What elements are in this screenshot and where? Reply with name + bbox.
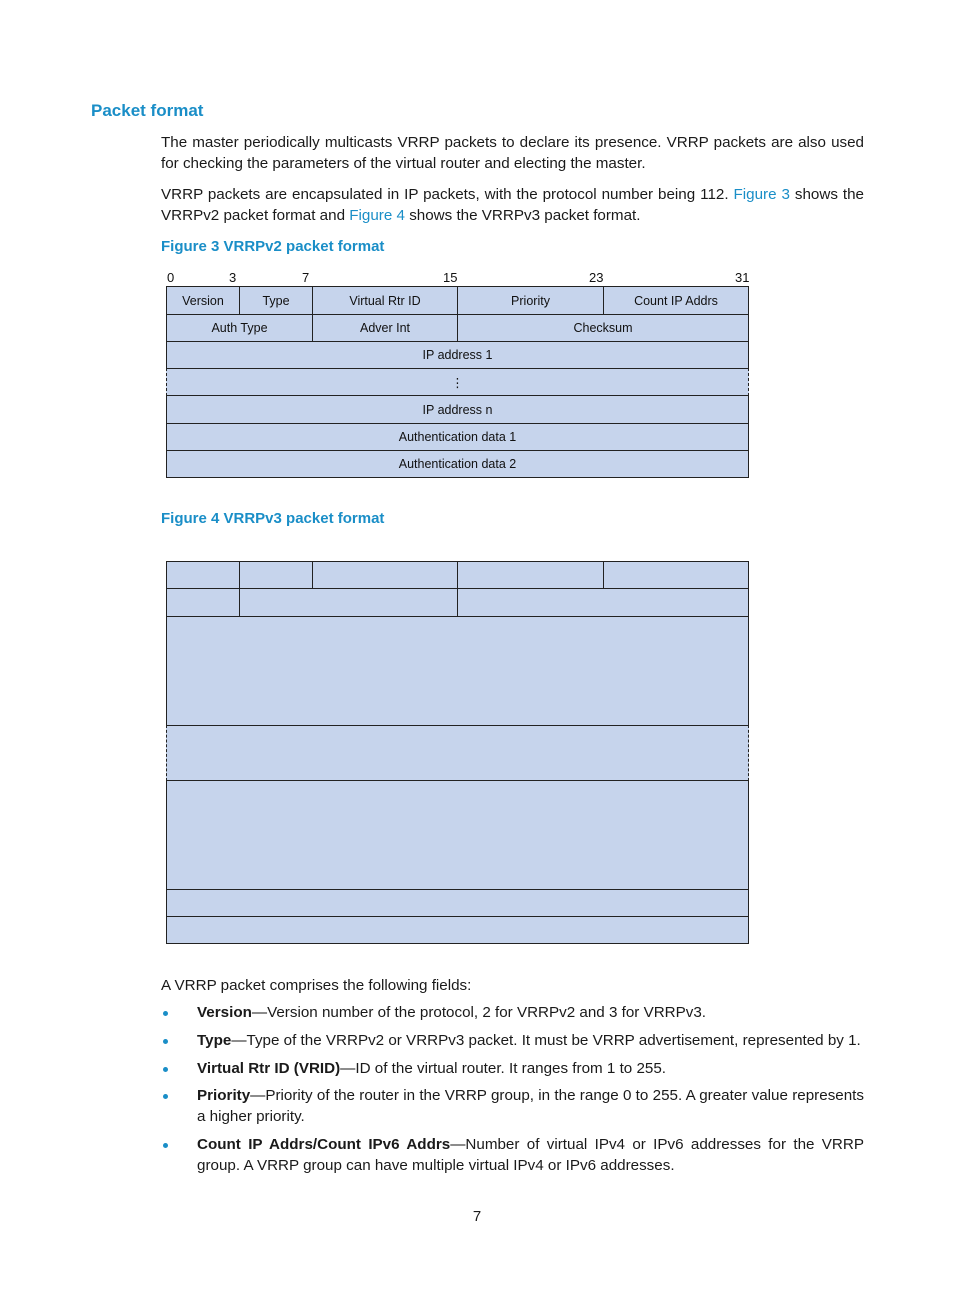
- intro-paragraph-1: The master periodically multicasts VRRP packets to declare its presence. VRRP packets are also used for checking the parameters of the virtual router and electing the master.: [161, 134, 864, 172]
- list-item-desc: —Type of the VRRPv2 or VRRPv3 packet. It must be VRRP advertisement, represented by 1.: [231, 1032, 861, 1049]
- list-item: [197, 1085, 864, 1127]
- intro-text-b: shows the VRRPv2 packet format and: [161, 186, 864, 224]
- v3-field-checksum: [457, 588, 749, 617]
- bullet-icon: [163, 1011, 168, 1016]
- v3-field-auth-data-1: [166, 889, 749, 917]
- figure-4-link[interactable]: Figure 4: [349, 207, 405, 224]
- field-priority: Priority: [457, 286, 604, 315]
- v3-field-ipv6-address-1: [166, 616, 749, 726]
- list-item-term: Virtual Rtr ID (VRID): [197, 1060, 341, 1077]
- v3-field-adver-int: [239, 588, 458, 617]
- bullet-icon: [163, 1143, 168, 1148]
- field-checksum: Checksum: [457, 314, 749, 342]
- field-auth-data-2: Authentication data 2: [166, 450, 749, 478]
- figure-3-caption: Figure 3 VRRPv2 packet format: [161, 238, 385, 255]
- v3-field-ipv6-address-n: [166, 780, 749, 890]
- list-item-desc: —Number of virtual IPv4 or IPv6 addresses for the VRRP group. A VRRP group can have multiple virtual IPv4 or IPv6 addresses.: [197, 1136, 864, 1174]
- figure-3-link[interactable]: Figure 3: [733, 186, 790, 203]
- page-number: 7: [472, 1208, 482, 1225]
- v3-field-rsvd: [166, 588, 240, 617]
- list-item: [197, 1030, 864, 1051]
- intro-paragraph-2: [161, 184, 864, 226]
- bullet-icon: [163, 1094, 168, 1099]
- intro-text-a: VRRP packets are encapsulated in IP packets, with the protocol number being 112.: [161, 186, 734, 203]
- bullet-icon: [163, 1039, 168, 1044]
- v3-field-type: [239, 561, 313, 589]
- list-item: [197, 1002, 864, 1023]
- bit-label-3: 3: [229, 270, 237, 285]
- list-item-term: Priority: [197, 1087, 251, 1104]
- v3-field-auth-data-2: [166, 916, 749, 944]
- bit-label-23: 23: [589, 270, 604, 285]
- v3-field-virtual-rtr-id: [312, 561, 458, 589]
- v3-field-priority: [457, 561, 604, 589]
- list-item-desc: —Version number of the protocol, 2 for VRRPv2 and 3 for VRRPv3.: [251, 1004, 707, 1021]
- intro-text-c: shows the VRRPv3 packet format.: [404, 207, 641, 224]
- list-item-term: Count IP Addrs/Count IPv6 Addrs: [197, 1136, 451, 1153]
- field-ellipsis-row: ⋮: [166, 368, 749, 396]
- field-auth-data-1: Authentication data 1: [166, 423, 749, 451]
- v3-field-count-ipv6-addrs: [603, 561, 749, 589]
- field-count-ip-addrs: Count IP Addrs: [603, 286, 749, 315]
- field-version: Version: [166, 286, 240, 315]
- bit-label-15: 15: [443, 270, 458, 285]
- fields-intro: A VRRP packet comprises the following fields:: [161, 977, 472, 994]
- figure-4-caption: Figure 4 VRRPv3 packet format: [161, 510, 385, 527]
- list-item-term: Type: [197, 1032, 232, 1049]
- field-ip-address-n: IP address n: [166, 395, 749, 424]
- field-ip-address-1: IP address 1: [166, 341, 749, 369]
- bit-label-0: 0: [167, 270, 175, 285]
- list-item-term: Version: [197, 1004, 252, 1021]
- field-type: Type: [239, 286, 313, 315]
- field-virtual-rtr-id: Virtual Rtr ID: [312, 286, 458, 315]
- field-auth-type: Auth Type: [166, 314, 313, 342]
- list-item: [197, 1058, 864, 1079]
- v3-field-ellipsis-row: [166, 725, 749, 781]
- bit-label-7: 7: [302, 270, 310, 285]
- field-adver-int: Adver Int: [312, 314, 458, 342]
- list-item-desc: —ID of the virtual router. It ranges from 1 to 255.: [340, 1060, 667, 1077]
- section-heading: Packet format: [91, 101, 204, 120]
- v3-field-version: [166, 561, 240, 589]
- bit-label-31: 31: [735, 270, 750, 285]
- list-item: [197, 1134, 864, 1176]
- bullet-icon: [163, 1067, 168, 1072]
- list-item-desc: —Priority of the router in the VRRP group, in the range 0 to 255. A greater value represents a higher priority.: [197, 1087, 864, 1125]
